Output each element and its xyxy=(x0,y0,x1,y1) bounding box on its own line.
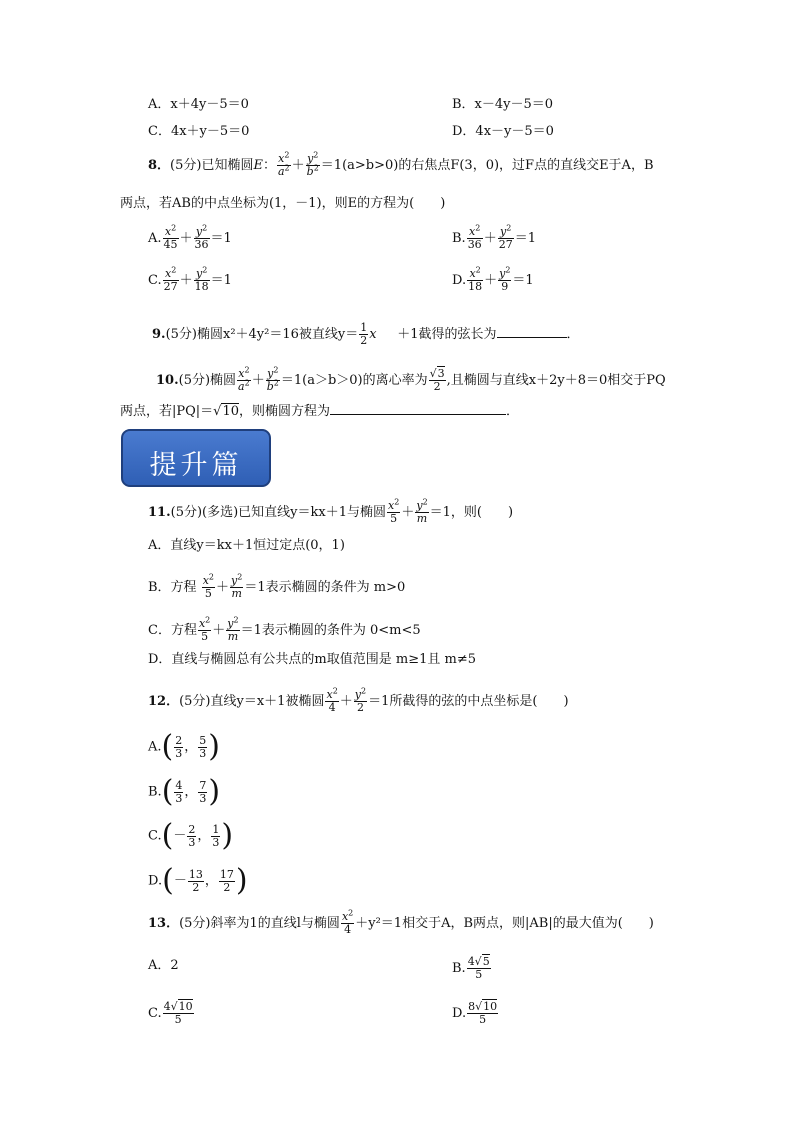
q10-stem: 10.(5分)椭圆 $\frac{x^2}{a^2}$ ＋ $\frac{y^2}{b^2}$ ＝1(a＞b＞0)的离心率为 $\frac{√3}{2}$ ,且椭圆与直线x＋2y＋8＝0相交于PQ xyxy=(156,365,666,393)
q8-head: (5分)已知椭圆 xyxy=(170,158,254,173)
q13-stem: 13．(5分)斜率为1的直线l与椭圆 $\frac{x^2}{4}$ ＋y²＝1相交于A，B两点，则|AB|的最大值为( ) xyxy=(148,908,654,936)
frac-y2-b2: $\frac{y^2}{b^2}$ xyxy=(306,150,319,178)
q7-option-d: D．4x－y－5＝0 xyxy=(452,124,554,139)
q12-number: 12． xyxy=(148,694,180,709)
q10-number: 10. xyxy=(156,373,179,388)
q7-option-c: C．4x＋y－5＝0 xyxy=(148,124,250,139)
q9-number: 9. xyxy=(152,327,166,342)
frac-x2-a2: $\frac{x^2}{a^2}$ xyxy=(277,150,290,178)
q7-option-a: A．x＋4y－5＝0 xyxy=(148,97,249,112)
answer-blank xyxy=(330,402,506,415)
q8-stem: 8．(5分)已知椭圆E： $\frac{x^2}{a^2}$ ＋ $\frac{y^2}{b^2}$ ＝1(a>b>0)的右焦点F(3，0)，过F点的直线交E于A，B xyxy=(148,150,654,178)
q13-number: 13． xyxy=(148,916,180,931)
q8-after: ＝1(a>b>0)的右焦点F(3，0)，过F点的直线交E于A，B xyxy=(320,158,654,173)
q8-option-b: B. $\frac{x^2}{36}$ ＋ $\frac{y^2}{27}$ ＝1 xyxy=(452,223,536,251)
q11-stem: 11.(5分)(多选)已知直线y＝kx＋1与椭圆 $\frac{x^2}{5}$ ＋ $\frac{y^2}{m}$ ＝1，则( ) xyxy=(148,497,514,525)
q11-number: 11. xyxy=(148,505,171,520)
q7-option-b: B．x－4y－5＝0 xyxy=(452,97,554,112)
q8-option-d: D. $\frac{x^2}{18}$ ＋ $\frac{y^2}{9}$ ＝1 xyxy=(452,265,534,293)
q12-option-a: A.( $\frac{2}{3}$ ， $\frac{5}{3}$ ) xyxy=(148,729,220,764)
q12-stem: 12．(5分)直线y＝x＋1被椭圆 $\frac{x^2}{4}$ ＋ $\frac{y^2}{2}$ ＝1所截得的弦的中点坐标是( ) xyxy=(148,686,569,714)
q12-option-d: D.(－ $\frac{13}{2}$ ， $\frac{17}{2}$ ) xyxy=(148,863,248,898)
q13-option-d: D. $\frac{8√10}{5}$ xyxy=(452,1000,498,1026)
q13-option-a: A．2 xyxy=(148,958,179,973)
badge-label: 提升篇 xyxy=(149,450,243,481)
q13-option-b: B. $\frac{4√5}{5}$ xyxy=(452,955,490,981)
section-badge xyxy=(121,429,271,487)
q12-option-c: C.(－ $\frac{2}{3}$ ， $\frac{1}{3}$ ) xyxy=(148,818,234,853)
q8-option-c: C. $\frac{x^2}{27}$ ＋ $\frac{y^2}{18}$ ＝1 xyxy=(148,265,232,293)
q11-option-a: A．直线y＝kx＋1恒过定点(0，1) xyxy=(148,538,345,553)
q8-number: 8． xyxy=(148,158,171,173)
q11-option-c: C．方程 $\frac{x^2}{5}$ ＋ $\frac{y^2}{m}$ ＝1表示椭圆的条件为 0<m<5 xyxy=(148,615,421,643)
answer-blank xyxy=(497,325,567,338)
q13-option-c: C. $\frac{4√10}{5}$ xyxy=(148,1000,193,1026)
q11-option-b: B．方程 $\frac{x^2}{5}$ ＋ $\frac{y^2}{m}$ ＝1表示椭圆的条件为 m>0 xyxy=(148,572,406,600)
q8-line2: 两点，若AB的中点坐标为(1，－1)，则E的方程为( ) xyxy=(120,196,446,211)
q11-option-d: D．直线与椭圆总有公共点的m取值范围是 m≥1且 m≠5 xyxy=(148,652,476,667)
q8-option-a: A. $\frac{x^2}{45}$ ＋ $\frac{y^2}{36}$ ＝1 xyxy=(148,223,232,251)
q9-stem: 9.(5分)椭圆x²＋4y²＝16被直线y＝ $\frac{1}{2}$ x ＋1截得的弦长为 ． xyxy=(152,321,580,347)
q12-option-b: B.( $\frac{4}{3}$ ， $\frac{7}{3}$ ) xyxy=(148,774,221,809)
q10-line2: 两点，若|PQ|＝√10，则椭圆方程为 ． xyxy=(120,404,520,419)
